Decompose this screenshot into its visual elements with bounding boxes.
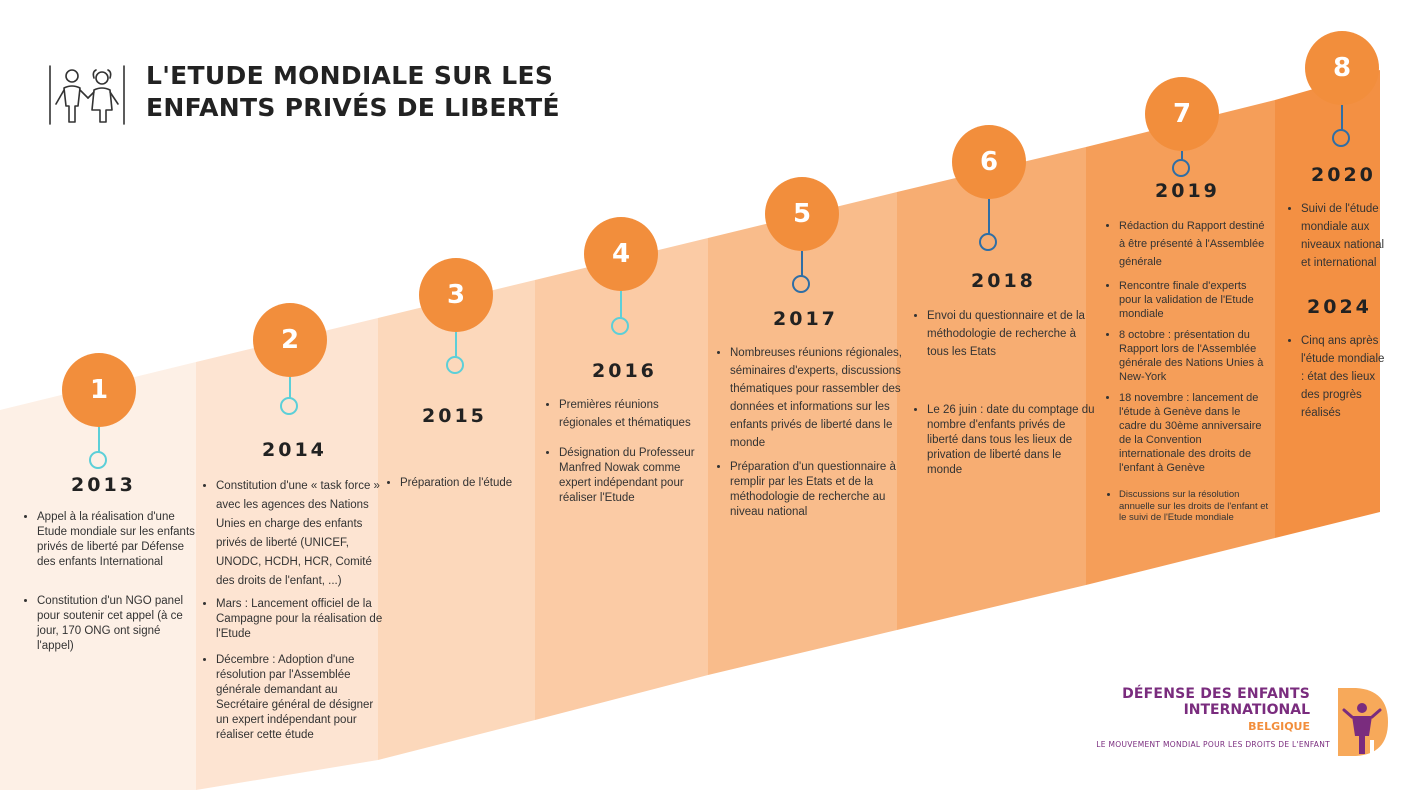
logo-line-2: INTERNATIONAL [1183,702,1310,718]
step-3-year: 2015 [422,405,487,427]
logo-line-3: BELGIQUE [1248,720,1310,733]
step-5-items [715,344,902,531]
step-2-stem [289,377,291,399]
step-5-stem [801,251,803,277]
step-5-item: • Préparation d'un questionnaire à remplir par les Etats et de la méthodologie de recherche au niveau national [730,460,902,520]
step-1-item: • Appel à la réalisation d'une Etude mondiale sur les enfants privés de liberté par Défense des enfants International [37,510,197,570]
step-7-year: 2019 [1155,180,1220,202]
step-8-ring [1332,129,1350,147]
step-2-item: • Constitution d'une « task force » avec les agences des Nations Unies en charge des enfants privés de liberté (UNICEF, UNODC, HCDH, HCR, Comité des droits de l'enfant, ...) [216,477,386,591]
step-8-item: • Suivi de l'étude mondiale aux niveaux national et international [1301,200,1387,272]
step-7-item: • 18 novembre : lancement de l'étude à Genève dans le cadre du 30ème anniversaire de la Convention internationale des droits de l'enfant à Genève [1119,391,1269,475]
step-4-year: 2016 [592,360,657,382]
step-4-ring [611,317,629,335]
step-6-items [912,307,1099,489]
step-6-stem [988,199,990,235]
children-icon [48,64,126,126]
step-8-items-2 [1286,332,1387,433]
step-5-node: 5 [765,177,839,251]
step-4-items [544,396,711,517]
step-3-items [385,476,540,502]
step-3-ring [446,356,464,374]
step-2-ring [280,397,298,415]
step-8-items [1286,200,1387,283]
step-1-node: 1 [62,353,136,427]
step-7-item: • 8 octobre : présentation du Rapport lors de l'Assemblée générale des Nations Unies à New-York [1119,328,1269,384]
step-5-item: • Nombreuses réunions régionales, séminaires d'experts, discussions thématiques pour rassembler des données et informations sur les enfants privés de liberté dans le monde [730,344,902,452]
step-3-item: • Préparation de l'étude [400,476,540,491]
step-6-item: • Envoi du questionnaire et de la méthodologie de recherche à tous les Etats [927,307,1099,361]
title-line-2: ENFANTS PRIVÉS DE LIBERTÉ [146,93,560,122]
step-8-stem [1341,105,1343,131]
step-6-item: • Le 26 juin : date du comptage du nombre d'enfants privés de liberté dans tous les lieux de privation de liberté dans le monde [927,403,1099,478]
step-7-item: • Rencontre finale d'experts pour la validation de l'Etude mondiale [1119,279,1269,321]
step-7-item: • Discussions sur la résolution annuelle sur les droits de l'enfant et le suivi de l'Etude mondiale [1119,489,1269,524]
step-4-stem [620,291,622,319]
step-3-node: 3 [419,258,493,332]
step-6-year: 2018 [971,270,1036,292]
logo-tagline: LE MOUVEMENT MONDIAL POUR LES DROITS DE L'ENFANT [1096,740,1330,749]
step-8-node: 8 [1305,31,1379,105]
step-7-item: • Rédaction du Rapport destiné à être présenté à l'Assemblée générale [1119,217,1269,271]
step-5-ring [792,275,810,293]
step-2-node: 2 [253,303,327,377]
step-7-items [1104,217,1269,535]
step-1-items [22,510,197,665]
step-4-node: 4 [584,217,658,291]
step-2-item: • Décembre : Adoption d'une résolution par l'Assemblée générale demandant au Secrétaire général de désigner un expert indépendant pour réaliser cette étude [216,653,386,743]
step-2-year: 2014 [262,439,327,461]
step-7-node: 7 [1145,77,1219,151]
step-1-stem [98,427,100,453]
step-8-year-2: 2024 [1307,296,1372,318]
dei-logo-icon [1332,684,1390,760]
step-2-item: • Mars : Lancement officiel de la Campagne pour la réalisation de l'Etude [216,597,386,642]
step-4-item: • Désignation du Professeur Manfred Nowak comme expert indépendant pour réaliser l'Etude [559,446,711,506]
step-5-year: 2017 [773,308,838,330]
step-8-year: 2020 [1311,164,1376,186]
step-1-item: • Constitution d'un NGO panel pour soutenir cet appel (à ce jour, 170 ONG ont signé l'appel) [37,594,197,654]
step-4-item: • Premières réunions régionales et thématiques [559,396,711,432]
step-3-stem [455,332,457,358]
step-1-ring [89,451,107,469]
step-7-ring [1172,159,1190,177]
step-6-ring [979,233,997,251]
page-title [146,60,666,124]
logo-line-1: DÉFENSE DES ENFANTS [1122,686,1310,702]
title-line-1: L'ETUDE MONDIALE SUR LES [146,61,554,90]
step-1-year: 2013 [71,474,136,496]
step-6-node: 6 [952,125,1026,199]
step-2-items [201,477,386,754]
dei-logo [1096,684,1390,760]
step-8-item: • Cinq ans après l'étude mondiale : état des lieux des progrès réalisés [1301,332,1387,422]
